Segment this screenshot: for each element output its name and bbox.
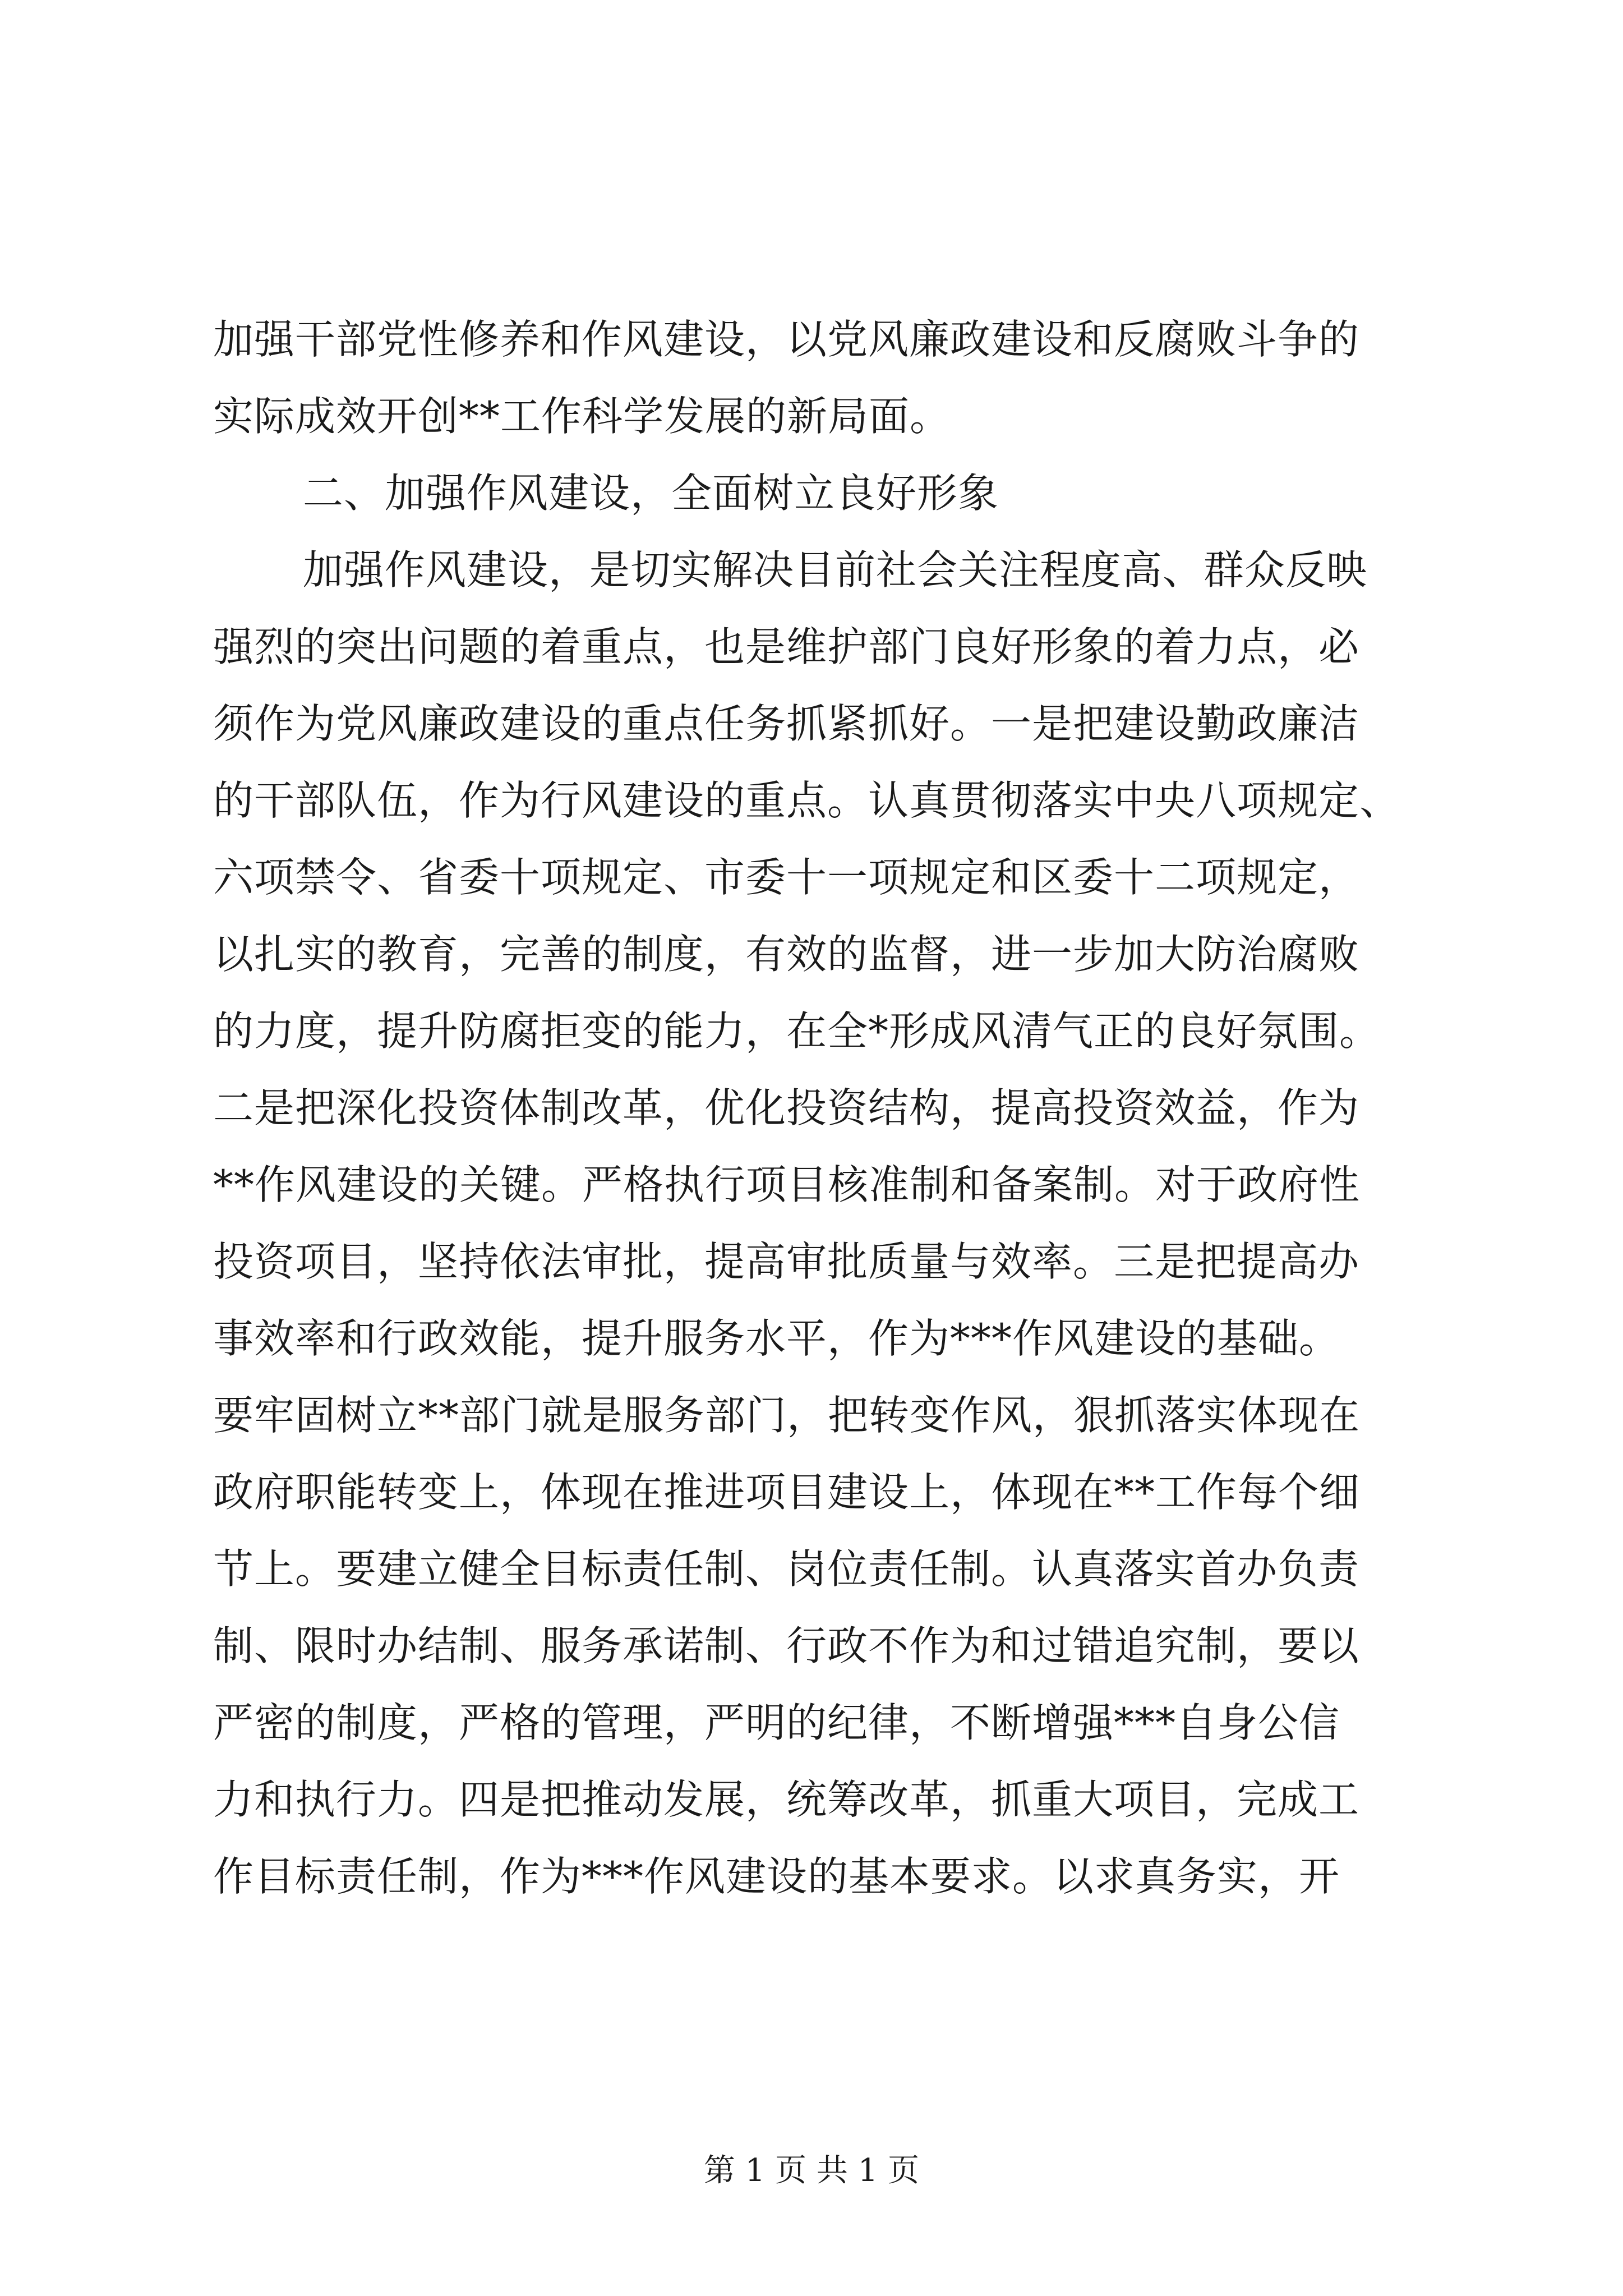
text-line-16: 政府职能转变上，体现在推进项目建设上，体现在**工作每个细 xyxy=(213,1469,1361,1516)
text-line-9: 以扎实的教育，完善的制度，有效的监督，进一步加大防治腐败 xyxy=(213,931,1360,978)
text-line-13: 投资项目，坚持依法审批，提高审批质量与效率。三是把提高办 xyxy=(213,1238,1360,1285)
text-line-18: 制、限时办结制、服务承诺制、行政不作为和过错追究制，要以 xyxy=(213,1622,1360,1669)
text-line-2: 实际成效开创**工作科学发展的新局面。 xyxy=(213,393,951,440)
text-line-7: 的干部队伍，作为行风建设的重点。认真贯彻落实中央八项规定、 xyxy=(213,777,1401,824)
text-line-17: 节上。要建立健全目标责任制、岗位责任制。认真落实首办负责 xyxy=(213,1545,1360,1593)
text-line-12: **作风建设的关键。严格执行项目核准制和备案制。对于政府性 xyxy=(213,1161,1361,1208)
text-line-19: 严密的制度，严格的管理，严明的纪律，不断增强***自身公信 xyxy=(213,1699,1340,1746)
text-line-8: 六项禁令、省委十项规定、市委十一项规定和区委十二项规定， xyxy=(213,854,1360,901)
text-line-14: 事效率和行政效能，提升服务水平，作为***作风建设的基础。 xyxy=(213,1315,1340,1362)
text-line-6: 须作为党风廉政建设的重点任务抓紧抓好。一是把建设勤政廉洁 xyxy=(213,700,1360,747)
text-line-15: 要牢固树立**部门就是服务部门，把转变作风，狠抓落实体现在 xyxy=(213,1392,1361,1439)
text-line-1: 加强干部党性修养和作风建设，以党风廉政建设和反腐败斗争的 xyxy=(213,316,1360,363)
page-footer: 第 1 页 共 1 页 xyxy=(703,2152,920,2189)
text-line-21: 作目标责任制，作为***作风建设的基本要求。以求真务实，开 xyxy=(213,1853,1340,1900)
text-line-5: 强烈的突出问题的着重点，也是维护部门良好形象的着力点，必 xyxy=(213,623,1360,670)
text-line-20: 力和执行力。四是把推动发展，统筹改革，抓重大项目，完成工 xyxy=(213,1776,1360,1823)
section-heading: 二、加强作风建设，全面树立良好形象 xyxy=(303,470,999,517)
text-line-10: 的力度，提升防腐拒变的能力，在全*形成风清气正的良好氛围。 xyxy=(213,1007,1381,1055)
text-line-4: 加强作风建设，是切实解决目前社会关注程度高、群众反映 xyxy=(303,546,1368,593)
text-line-11: 二是把深化投资体制改革，优化投资结构，提高投资效益，作为 xyxy=(213,1084,1360,1131)
